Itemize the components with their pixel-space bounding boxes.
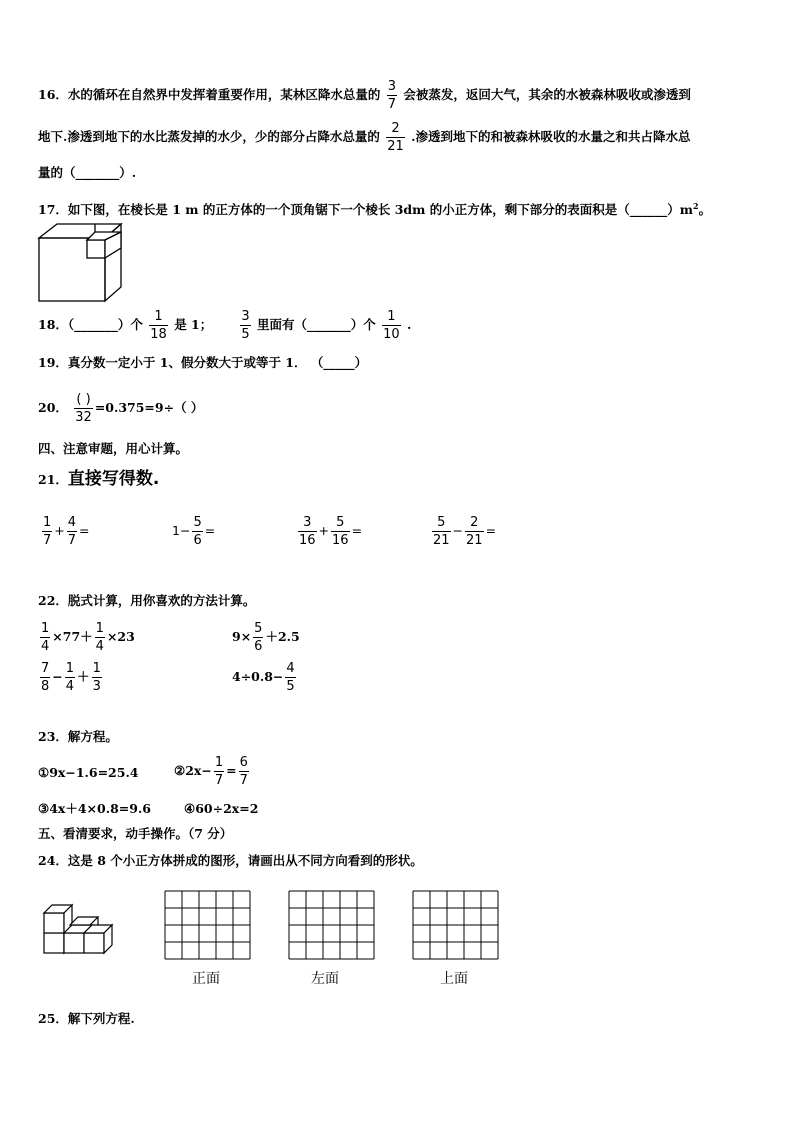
section-4-heading: 四、注意审题，用心计算。 (38, 441, 189, 456)
q22-expr-1: $\frac{1}{4}$ ×77＋ $\frac{1}{4}$ ×23 (41, 621, 135, 654)
fraction: $\frac{3}{5}$ (241, 309, 250, 342)
q25-text: 25．解下列方程. (38, 1011, 135, 1026)
q17-text: 17．如下图，在棱长是 1 m 的正方体的一个顶角锯下一个棱长 3dm 的小正方体，剩下部分的表面积是$(\_\_\_\_\_\_)m^2$。 (38, 201, 712, 218)
section-5-heading: 五、看清要求，动手操作。（7 分） (38, 826, 233, 841)
q22-expr-4: 4÷0.8− $\frac{4}{5}$ (232, 661, 295, 694)
q23-eq-4: ④60÷2x=2 (184, 801, 259, 816)
label-front-view: 正面 (192, 971, 220, 987)
q18-text: 18．（_______）个 $\frac{1}{18}$ 是 1； $\frac{3}{5}$ 里面有（_______）个 $\frac{1}{10}$ . (38, 309, 412, 342)
fraction: $\frac{2}{21}$ (387, 121, 404, 154)
q21-item-4: $\frac{5}{21}$ − $\frac{2}{21}$ = (433, 515, 497, 548)
q23-eq-2: ②2x− $\frac{1}{7}$ = $\frac{6}{7}$ (174, 755, 248, 788)
fraction: $\frac{1}{10}$ (383, 309, 400, 342)
q21-item-2: 1− $\frac{5}{6}$ = (172, 515, 216, 548)
q16-line3: 量的（_______）. (38, 165, 137, 180)
q22-expr-3: $\frac{7}{8}$ − $\frac{1}{4}$ ＋ $\frac{1}{3}$ (41, 661, 101, 694)
fraction: $\frac{1}{18}$ (150, 309, 167, 342)
label-left-view: 左面 (311, 971, 339, 987)
q21-item-3: $\frac{3}{16}$ + $\frac{5}{16}$ = (299, 515, 363, 548)
q16-line2: 地下.渗透到地下的水比蒸发掉的水少，少的部分占降水总量的 $\frac{2}{21}$ .渗透到地下的和被森林吸收的水量之和共占降水总 (38, 121, 691, 154)
q16-line1: 16．水的循环在自然界中发挥着重要作用，某林区降水总量的 $\frac{3}{7}$ 会被蒸发，返回大气，其余的水被森林吸收或渗透到 (38, 79, 691, 112)
q24-text: 24．这是 8 个小正方体拼成的图形，请画出从不同方向看到的形状。 (38, 853, 423, 868)
label-top-view: 上面 (440, 971, 468, 987)
q23-heading: 23．解方程。 (38, 729, 118, 744)
q22-heading: 22．脱式计算，用你喜欢的方法计算。 (38, 593, 256, 608)
q21-item-1: $\frac{1}{7}$ + $\frac{4}{7}$ = (43, 515, 90, 548)
front-view-grid[interactable] (164, 890, 252, 960)
cube-cut-figure (37, 222, 127, 304)
cube-stack-figure (42, 895, 124, 957)
left-view-grid[interactable] (288, 890, 376, 960)
q20-text: 20． $\frac{( )}{32}$ =0.375=9÷（ ） (38, 392, 204, 425)
fraction: $\frac{3}{7}$ (387, 79, 397, 112)
q21-heading: 21．直接写得数. (38, 469, 160, 489)
q23-eq-3: ③4x＋4×0.8=9.6 (38, 801, 151, 816)
fraction: $\frac{( )}{32}$ (75, 392, 92, 425)
q23-eq-1: ①9x−1.6=25.4 (38, 765, 139, 780)
top-view-grid[interactable] (412, 890, 500, 960)
q19-text: 19．真分数一定小于 1、假分数大于或等于 1． （_____） (38, 355, 368, 370)
q22-expr-2: 9× $\frac{5}{6}$ ＋2.5 (232, 621, 300, 654)
